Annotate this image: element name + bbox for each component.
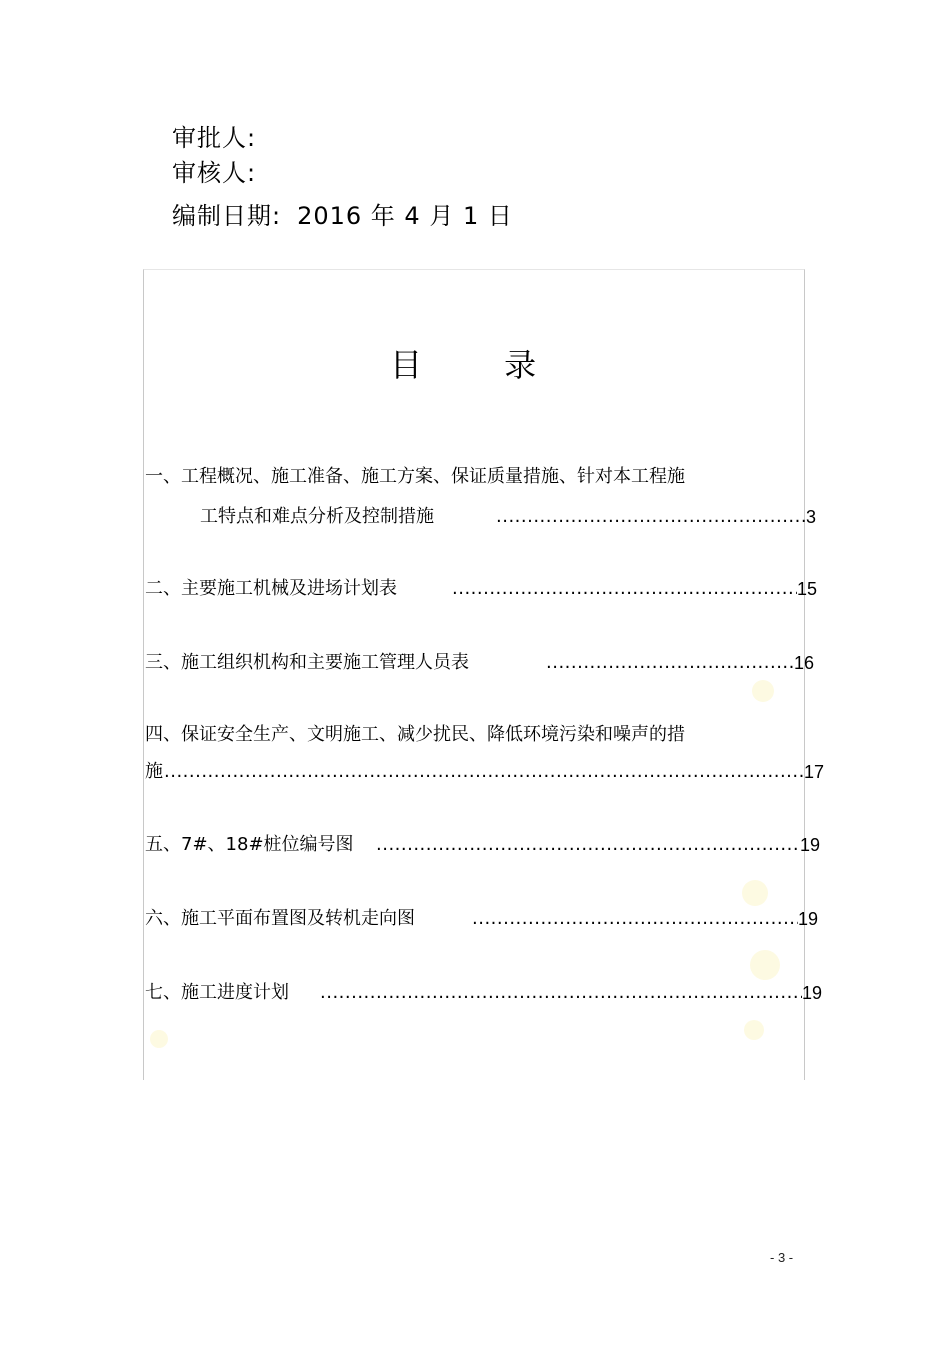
toc-entry-3-page: 16 bbox=[794, 653, 815, 673]
toc-entry-3-leader bbox=[546, 652, 794, 674]
toc-entry-2-label[interactable]: 二、主要施工机械及进场计划表 bbox=[145, 578, 397, 599]
compile-date-line bbox=[172, 196, 513, 231]
toc-entry-5-label[interactable]: 五、7#、18#桩位编号图 bbox=[145, 834, 354, 855]
toc-entry-4-line2[interactable]: 施 bbox=[145, 761, 163, 782]
background-smudge bbox=[752, 680, 774, 702]
toc-entry-6-page: 19 bbox=[798, 909, 819, 929]
toc-entry-1-leader bbox=[496, 506, 808, 528]
toc-entry-2-leader bbox=[452, 578, 797, 600]
toc-frame bbox=[143, 269, 805, 1080]
toc-entry-5-leader bbox=[376, 834, 800, 856]
compile-date-value: 2016 年 4 月 1 日 bbox=[297, 202, 513, 230]
toc-entry-1-line1[interactable]: 一、工程概况、施工准备、施工方案、保证质量措施、针对本工程施 bbox=[145, 466, 685, 487]
toc-entry-5-page: 19 bbox=[800, 835, 821, 855]
background-smudge bbox=[150, 1030, 168, 1048]
toc-entry-7-leader bbox=[320, 982, 802, 1004]
toc-entry-2-page: 15 bbox=[797, 579, 818, 599]
toc-entry-7-page: 19 bbox=[802, 983, 823, 1003]
toc-entry-1-page: 3 bbox=[806, 507, 817, 527]
toc-entry-4-leader bbox=[164, 761, 804, 783]
toc-entry-4-line1[interactable]: 四、保证安全生产、文明施工、减少扰民、降低环境污染和噪声的措 bbox=[145, 724, 685, 745]
toc-entry-6-leader bbox=[472, 908, 798, 930]
toc-entry-6-label[interactable]: 六、施工平面布置图及转机走向图 bbox=[145, 908, 415, 929]
toc-entry-7-label[interactable]: 七、施工进度计划 bbox=[145, 982, 289, 1003]
background-smudge bbox=[744, 1020, 764, 1040]
compile-date-label: 编制日期: bbox=[172, 202, 282, 230]
toc-entry-1-line2[interactable]: 工特点和难点分析及控制措施 bbox=[200, 506, 434, 527]
toc-title: 目 录 bbox=[390, 346, 573, 384]
background-smudge bbox=[750, 950, 780, 980]
reviewer-label: 审核人: bbox=[172, 159, 257, 187]
background-smudge bbox=[742, 880, 768, 906]
toc-entry-4-page: 17 bbox=[804, 762, 825, 782]
footer-page-number: - 3 - bbox=[770, 1250, 794, 1265]
approver-label: 审批人: bbox=[172, 124, 257, 152]
toc-entry-3-label[interactable]: 三、施工组织机构和主要施工管理人员表 bbox=[145, 652, 469, 673]
